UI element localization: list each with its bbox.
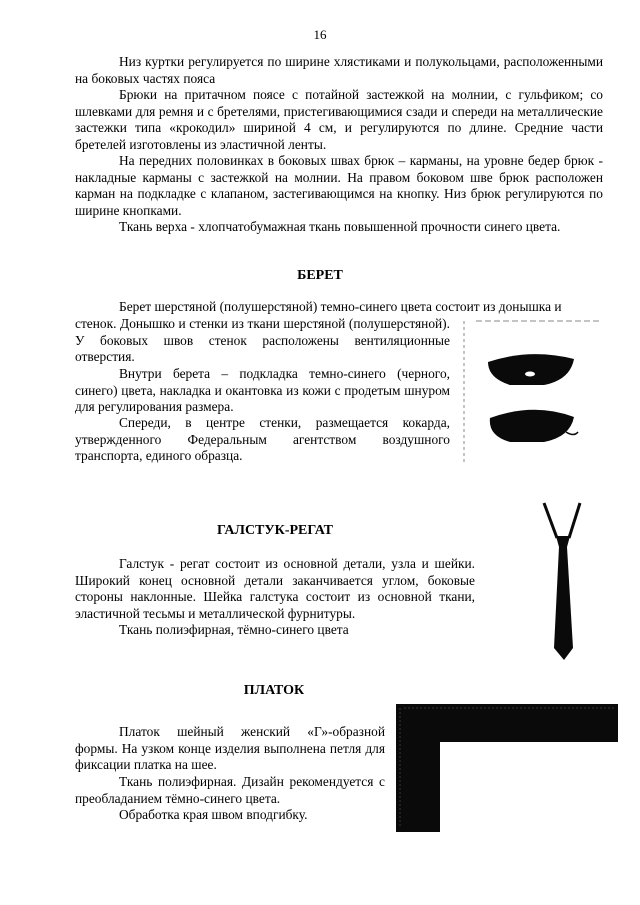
tie-paragraph: Галстук - регат состоит из основной детали, узла и шейки. Широкий конец основной детали заканчивается углом, боковые стороны наклонные. Шейка галстука состоит из основной ткани, эластичной тесьмы и металлической фурнитуры.: [75, 556, 475, 621]
pockets-paragraph: На передних половинках в боковых швах брюк – карманы, на уровне бедер брюк - накладные карманы с застежкой на молнии. На правом боковом шве брюк расположен карман на подкладке с клапаном, застегивающимся на кнопку. Низ брюк регулируются по ширине кнопками.: [75, 153, 603, 218]
trousers-paragraph: Брюки на притачном поясе с потайной застежкой на молнии, с гульфиком; со шлевками для ремня и с бретелями, пристегивающимися сзади и спереди на металлические застежки типа «крокодил» шириной 4 см, и регулируются по длине. Средние части бретелей изготовлены из эластичной ленты.: [75, 87, 603, 152]
beret-paragraph: стенок. Донышко и стенки из ткани шерстяной (полушерстяной). У боковых швов стенок расположены вентиляционные отверстия.: [75, 316, 450, 364]
scarf-heading: ПЛАТОК: [243, 683, 305, 698]
jacket-paragraph: Низ куртки регулируется по ширине хлястиками и полукольцами, расположенными на боковых частях пояса: [75, 54, 603, 86]
beret-paragraph: Спереди, в центре стенки, размещается кокарда, утвержденного Федеральным агентством воздушного транспорта, единого образца.: [75, 415, 450, 463]
tie-heading: ГАЛСТУК-РЕГАТ: [217, 523, 333, 538]
beret-figure: [462, 318, 607, 468]
tie-fabric-paragraph: Ткань полиэфирная, тёмно-синего цвета: [119, 622, 349, 637]
fabric-paragraph: Ткань верха - хлопчатобумажная ткань повышенной прочности синего цвета.: [119, 219, 561, 234]
scarf-paragraph: Ткань полиэфирная. Дизайн рекомендуется с преобладанием тёмно-синего цвета.: [75, 774, 385, 806]
page-number: 16: [313, 27, 327, 42]
beret-paragraph: Внутри берета – подкладка темно-синего (черного, синего) цвета, накладка и окантовка из кожи с продетым шнуром для регулирования размера.: [75, 366, 450, 414]
beret-heading: БЕРЕТ: [297, 268, 343, 283]
beret-lead-line: Берет шерстяной (полушерстяной) темно-синего цвета состоит из донышка и: [119, 299, 562, 314]
scarf-figure: [396, 704, 618, 832]
tie-figure: [538, 500, 588, 665]
scarf-paragraph: Платок шейный женский «Г»-образной формы. На узком конце изделия выполнена петля для фиксации платка на шее.: [75, 724, 385, 772]
scarf-edge-paragraph: Обработка края швом вподгибку.: [119, 807, 308, 822]
